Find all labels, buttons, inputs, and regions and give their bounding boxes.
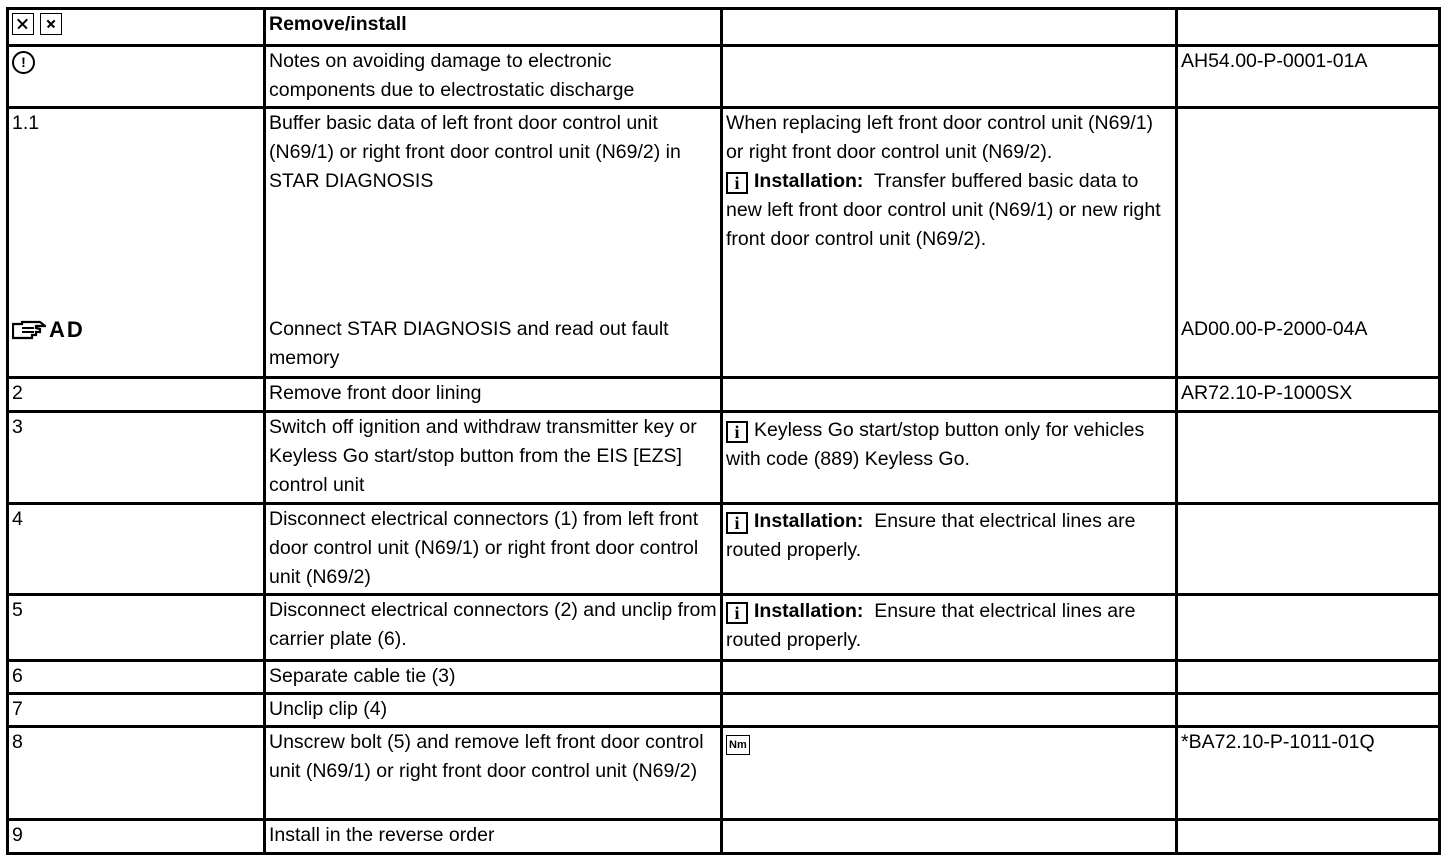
step-number: 7 bbox=[12, 698, 23, 720]
action-cell bbox=[265, 378, 722, 412]
action-cell bbox=[265, 727, 722, 820]
ad-label: AD bbox=[49, 317, 85, 342]
table-row bbox=[8, 661, 1440, 694]
note-cell bbox=[722, 378, 1177, 412]
note-cell bbox=[722, 108, 1177, 378]
action-cell bbox=[265, 595, 722, 661]
step-cell bbox=[8, 727, 265, 820]
note-cell bbox=[722, 727, 1177, 820]
action-cell bbox=[265, 694, 722, 727]
action-text: Disconnect electrical connectors (2) and unclip from carrier plate (6). bbox=[269, 599, 717, 650]
action-cell bbox=[265, 661, 722, 694]
info-icon: i bbox=[726, 421, 748, 443]
action-text: Separate cable tie (3) bbox=[269, 665, 456, 687]
note-cell bbox=[722, 504, 1177, 595]
installation-label: Installation: bbox=[754, 170, 864, 192]
note-intro: When replacing left front door control unit (N69/1) or right front door control unit (N69/2). bbox=[726, 112, 1154, 163]
ref-cell bbox=[1177, 694, 1440, 727]
note-text: Ensure that electrical lines are routed properly. bbox=[726, 600, 1136, 651]
note-cell bbox=[722, 694, 1177, 727]
note-text: Transfer buffered basic data to new left front door control unit (N69/1) or new right front door control unit (N69/2). bbox=[726, 170, 1161, 250]
esd-warning-icon: ! bbox=[12, 51, 35, 74]
ref-cell bbox=[1177, 378, 1440, 412]
ref-cell bbox=[1177, 412, 1440, 504]
note-text: Ensure that electrical lines are routed properly. bbox=[726, 510, 1136, 561]
step-number: 1.1 bbox=[12, 112, 40, 134]
star-diagnosis-icon bbox=[12, 315, 85, 344]
note-cell bbox=[722, 661, 1177, 694]
table-row bbox=[8, 108, 1440, 378]
ref-cell bbox=[1177, 820, 1440, 854]
step-cell bbox=[8, 412, 265, 504]
table-row bbox=[8, 727, 1440, 820]
action-text: Buffer basic data of left front door control unit (N69/1) or right front door control unit (N69/2) in STAR DIAGNOSIS bbox=[269, 112, 681, 192]
reference-link[interactable]: *BA72.10-P-1011-01Q bbox=[1181, 731, 1375, 753]
note-cell bbox=[722, 595, 1177, 661]
step-number: 8 bbox=[12, 731, 23, 753]
table-row bbox=[8, 378, 1440, 412]
action-text: Notes on avoiding damage to electronic components due to electrostatic discharge bbox=[269, 50, 635, 101]
step-number: 6 bbox=[12, 665, 23, 687]
ref-cell bbox=[1177, 46, 1440, 108]
remove-install-table bbox=[6, 7, 1441, 855]
table-row bbox=[8, 504, 1440, 595]
expand-all-icon[interactable] bbox=[12, 13, 34, 35]
step-number: 5 bbox=[12, 599, 23, 621]
step-cell bbox=[8, 46, 265, 108]
step-number: 3 bbox=[12, 416, 23, 438]
reference-link[interactable]: AD00.00-P-2000-04A bbox=[1181, 318, 1368, 340]
sub-action-text: Connect STAR DIAGNOSIS and read out fault memory bbox=[269, 318, 669, 369]
reference-link[interactable]: AH54.00-P-0001-01A bbox=[1181, 50, 1368, 72]
table-header-row bbox=[8, 9, 1440, 46]
table-row bbox=[8, 820, 1440, 854]
note-cell bbox=[722, 46, 1177, 108]
step-number: 9 bbox=[12, 824, 23, 846]
table-row bbox=[8, 412, 1440, 504]
table-row bbox=[8, 595, 1440, 661]
step-cell bbox=[8, 661, 265, 694]
header-title-cell bbox=[265, 9, 722, 46]
action-text: Unclip clip (4) bbox=[269, 698, 388, 720]
step-cell bbox=[8, 595, 265, 661]
table-title: Remove/install bbox=[269, 13, 407, 35]
installation-note bbox=[726, 167, 1172, 254]
action-text: Disconnect electrical connectors (1) from left front door control unit (N69/1) or right front door control unit (N69/2) bbox=[269, 508, 699, 588]
reference-link[interactable]: AR72.10-P-1000SX bbox=[1181, 382, 1353, 404]
note-cell bbox=[722, 820, 1177, 854]
action-cell bbox=[265, 412, 722, 504]
step-number: 4 bbox=[12, 508, 23, 530]
header-empty-cell bbox=[722, 9, 1177, 46]
header-empty-cell bbox=[1177, 9, 1440, 46]
action-cell bbox=[265, 820, 722, 854]
action-text: Switch off ignition and withdraw transmitter key or Keyless Go start/stop button from the EIS [EZS] control unit bbox=[269, 416, 697, 496]
step-cell bbox=[8, 694, 265, 727]
header-icons-cell bbox=[8, 9, 265, 46]
table-row bbox=[8, 694, 1440, 727]
note-text: Keyless Go start/stop button only for vehicles with code (889) Keyless Go. bbox=[726, 419, 1145, 470]
info-icon: i bbox=[726, 172, 748, 194]
step-cell bbox=[8, 820, 265, 854]
step-number: 2 bbox=[12, 382, 23, 404]
action-text: Remove front door lining bbox=[269, 382, 482, 404]
installation-label: Installation: bbox=[754, 600, 864, 622]
ref-cell bbox=[1177, 595, 1440, 661]
action-text: Unscrew bolt (5) and remove left front door control unit (N69/1) or right front door control unit (N69/2) bbox=[269, 731, 704, 782]
installation-label: Installation: bbox=[754, 510, 864, 532]
note-cell bbox=[722, 412, 1177, 504]
ref-cell bbox=[1177, 504, 1440, 595]
action-text: Install in the reverse order bbox=[269, 824, 495, 846]
action-cell bbox=[265, 46, 722, 108]
step-cell bbox=[8, 108, 265, 378]
pointing-hand-icon bbox=[12, 320, 46, 340]
ref-cell bbox=[1177, 108, 1440, 378]
action-cell bbox=[265, 504, 722, 595]
action-cell bbox=[265, 108, 722, 378]
info-icon: i bbox=[726, 602, 748, 624]
info-icon: i bbox=[726, 512, 748, 534]
collapse-all-icon[interactable] bbox=[40, 13, 62, 35]
torque-nm-icon[interactable]: Nm bbox=[726, 735, 750, 755]
table-row bbox=[8, 46, 1440, 108]
step-cell bbox=[8, 378, 265, 412]
ref-cell bbox=[1177, 727, 1440, 820]
step-cell bbox=[8, 504, 265, 595]
ref-cell bbox=[1177, 661, 1440, 694]
